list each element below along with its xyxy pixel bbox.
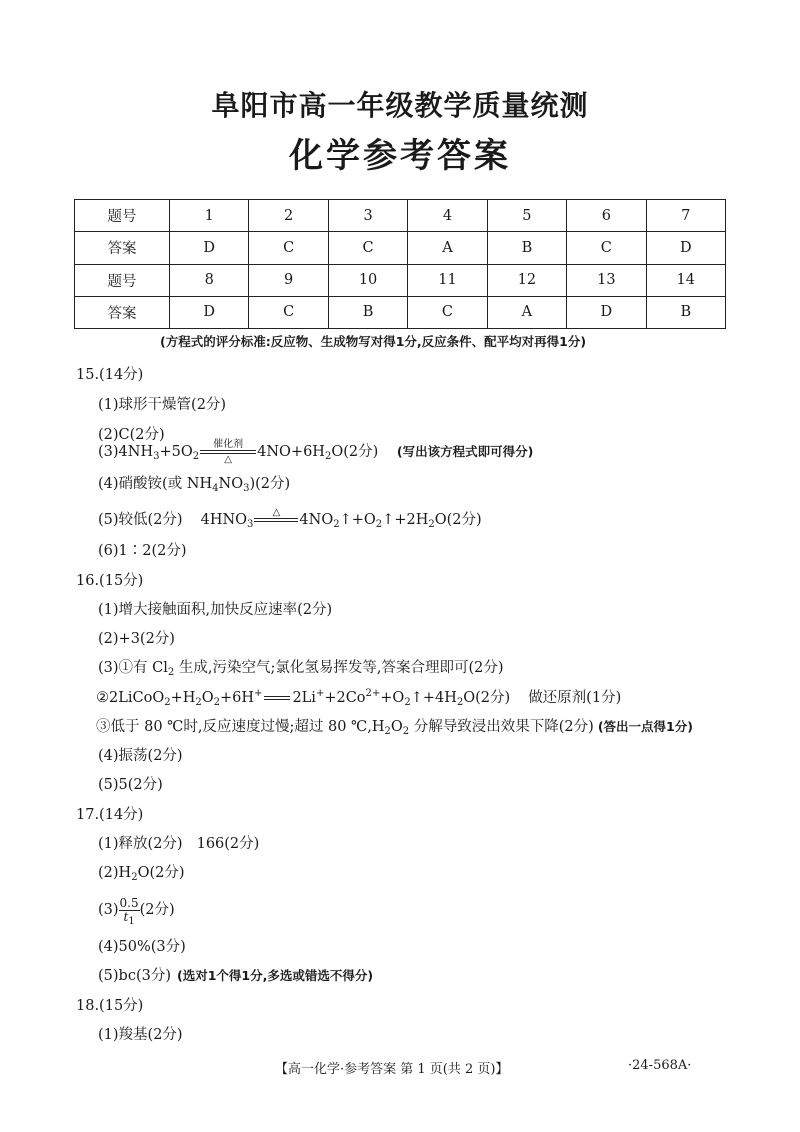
q18-heading: 18.(15分) (76, 998, 144, 1014)
table-cell: C (249, 296, 328, 328)
q16-heading: 16.(15分) (76, 573, 144, 589)
q17-part2-end: O(2分) (137, 865, 185, 881)
q16-part3-2-extra: 做还原剂(1分) (528, 690, 622, 706)
table-cell: A (408, 232, 487, 264)
q17-part3 (98, 895, 175, 925)
q17-part1b: 166(2分) (196, 836, 260, 852)
page-subtitle: 化学参考答案 (289, 136, 511, 176)
table-cell: B (487, 232, 566, 264)
page-footer: 【高一化学·参考答案 第 1 页(共 2 页)】 (275, 1062, 509, 1077)
q17-part1a: (1)释放(2分) (98, 836, 183, 852)
q15-part3: $(3)4NH_3+5O_2$ 催化剂 △ $4NO+6H_2O(2$分) (写出该方程式即可得分) (98, 439, 534, 465)
table-cell: B (646, 296, 725, 328)
condition-top-label: 催化剂 (213, 439, 244, 450)
condition-bottom-label: △ (224, 454, 232, 465)
q16-part2: (2)+3(2分) (98, 631, 175, 647)
table-cell: B (328, 296, 407, 328)
q15-part3-prefix: (3)4NH (98, 444, 154, 460)
table-cell: 9 (249, 264, 328, 296)
table-row (75, 200, 726, 232)
q16-part3-3-note: (答出一点得1分) (597, 719, 693, 734)
q15-heading: 15.(14分) (76, 367, 144, 383)
table-cell: 4 (408, 200, 487, 232)
q16-part3-1a: (3)①有 Cl (98, 660, 168, 676)
q15-part2: (2)C(2分) (98, 427, 165, 443)
table-cell: C (567, 232, 646, 264)
table-cell: 8 (170, 264, 249, 296)
row-header-cell: 题号 (75, 264, 170, 296)
q15-part5-text: (5)较低(2分) (98, 512, 183, 528)
table-cell: A (487, 296, 566, 328)
answer-table (74, 199, 726, 329)
table-cell: 7 (646, 200, 725, 232)
table-cell: C (408, 296, 487, 328)
q16-part3-1: (3)①有 $Cl_2$ 生成,污染空气;氯化氢易挥发等,答案合理即可(2分) (98, 660, 504, 678)
heat-condition (254, 507, 298, 533)
q15-part4-end: )(2分) (249, 476, 291, 492)
fraction-denominator: $t_1$ (123, 909, 135, 927)
fraction (119, 895, 140, 927)
table-row (75, 264, 726, 296)
q15-part6: (6)1∶2(2分) (98, 543, 187, 559)
q16-part5: (5)5(2分) (98, 777, 163, 793)
q16-part3-3b: O (390, 719, 403, 735)
q16-part4: (4)振荡(2分) (98, 748, 183, 764)
document-code: ·24-568A· (628, 1058, 692, 1073)
q16-part3-2: $②2LiCoO_2+H_2O_2+6H^+$ $2Li^++2Co^{2+}+O_2↑+4H_2O(2$分) 做还原剂(1分) (96, 688, 622, 708)
row-header-cell: 答案 (75, 296, 170, 328)
table-cell: C (328, 232, 407, 264)
q16-part3-2-score: (2分) (475, 690, 511, 706)
table-cell: D (170, 232, 249, 264)
table-cell: 14 (646, 264, 725, 296)
q15-part1: (1)球形干燥管(2分) (98, 397, 227, 413)
q17-part2: $(2)H_2O(2$分) (98, 865, 185, 883)
table-cell: 10 (328, 264, 407, 296)
q16-part3-3c: 分解导致浸出效果下降(2分) (409, 719, 594, 735)
q17-part5-text: (5)bc(3分) (98, 968, 171, 984)
table-cell: 3 (328, 200, 407, 232)
q15-part3-note: (写出该方程式即可得分) (396, 444, 534, 459)
q17-part4: (4)50%(3分) (98, 939, 186, 955)
equals-bar (264, 696, 290, 700)
table-cell: 11 (408, 264, 487, 296)
q17-heading: 17.(14分) (76, 807, 144, 823)
q16-part1: (1)增大接触面积,加快反应速率(2分) (98, 602, 333, 618)
table-cell: 1 (170, 200, 249, 232)
q15-part5-score: (2分) (446, 512, 482, 528)
q15-part4-text: (4)硝酸铵(或 NH (98, 476, 213, 492)
q16-part3-3a: ③低于 80 ℃时,反应速度过慢;超过 80 ℃,H (96, 719, 385, 735)
q16-part3-1b: 生成,污染空气;氯化氢易挥发等,答案合理即可(2分) (174, 660, 504, 676)
q17-part3-prefix: (3) (98, 902, 119, 918)
q18-part1: (1)羧基(2分) (98, 1027, 183, 1043)
table-row (75, 296, 726, 328)
table-cell: 6 (567, 200, 646, 232)
condition-top-label: △ (272, 507, 281, 518)
table-cell: 12 (487, 264, 566, 296)
page-title: 阜阳市高一年级教学质量统测 (211, 89, 589, 122)
table-row (75, 232, 726, 264)
table-cell: D (646, 232, 725, 264)
q16-part3-3: ③低于 80 ℃时,反应速度过慢;超过 80 $℃,H_2O_2$ 分解导致浸出效果下降(2分) (答出一点得1分) (96, 719, 693, 737)
q15-part5: (5)较低(2分) $4HNO_3$ △ $4NO_2↑+O_2↑+2H_2O(2$分) (98, 503, 482, 537)
scoring-note: (方程式的评分标准:反应物、生成物写对得1分,反应条件、配平均对再得1分) (160, 334, 587, 349)
table-cell: D (567, 296, 646, 328)
q15-part4: (4)硝酸铵(或 $NH_4NO_3)(2$分) (98, 476, 291, 494)
fraction-numerator: 0.5 (119, 895, 139, 910)
table-cell: D (170, 296, 249, 328)
q17-part5-note: (选对1个得1分,多选或错选不得分) (176, 968, 374, 983)
q17-part1 (98, 834, 259, 854)
q17-part3-score: (2分) (139, 902, 175, 918)
catalyst-condition (200, 439, 256, 465)
denominator-symbol: t (123, 909, 129, 924)
table-cell: 13 (567, 264, 646, 296)
q17-part5 (98, 966, 373, 986)
table-cell: C (249, 232, 328, 264)
row-header-cell: 题号 (75, 200, 170, 232)
table-cell: 5 (487, 200, 566, 232)
q15-part3-score: (2分) (343, 444, 379, 460)
q17-part2-text: (2)H (98, 865, 132, 881)
row-header-cell: 答案 (75, 232, 170, 264)
table-cell: 2 (249, 200, 328, 232)
